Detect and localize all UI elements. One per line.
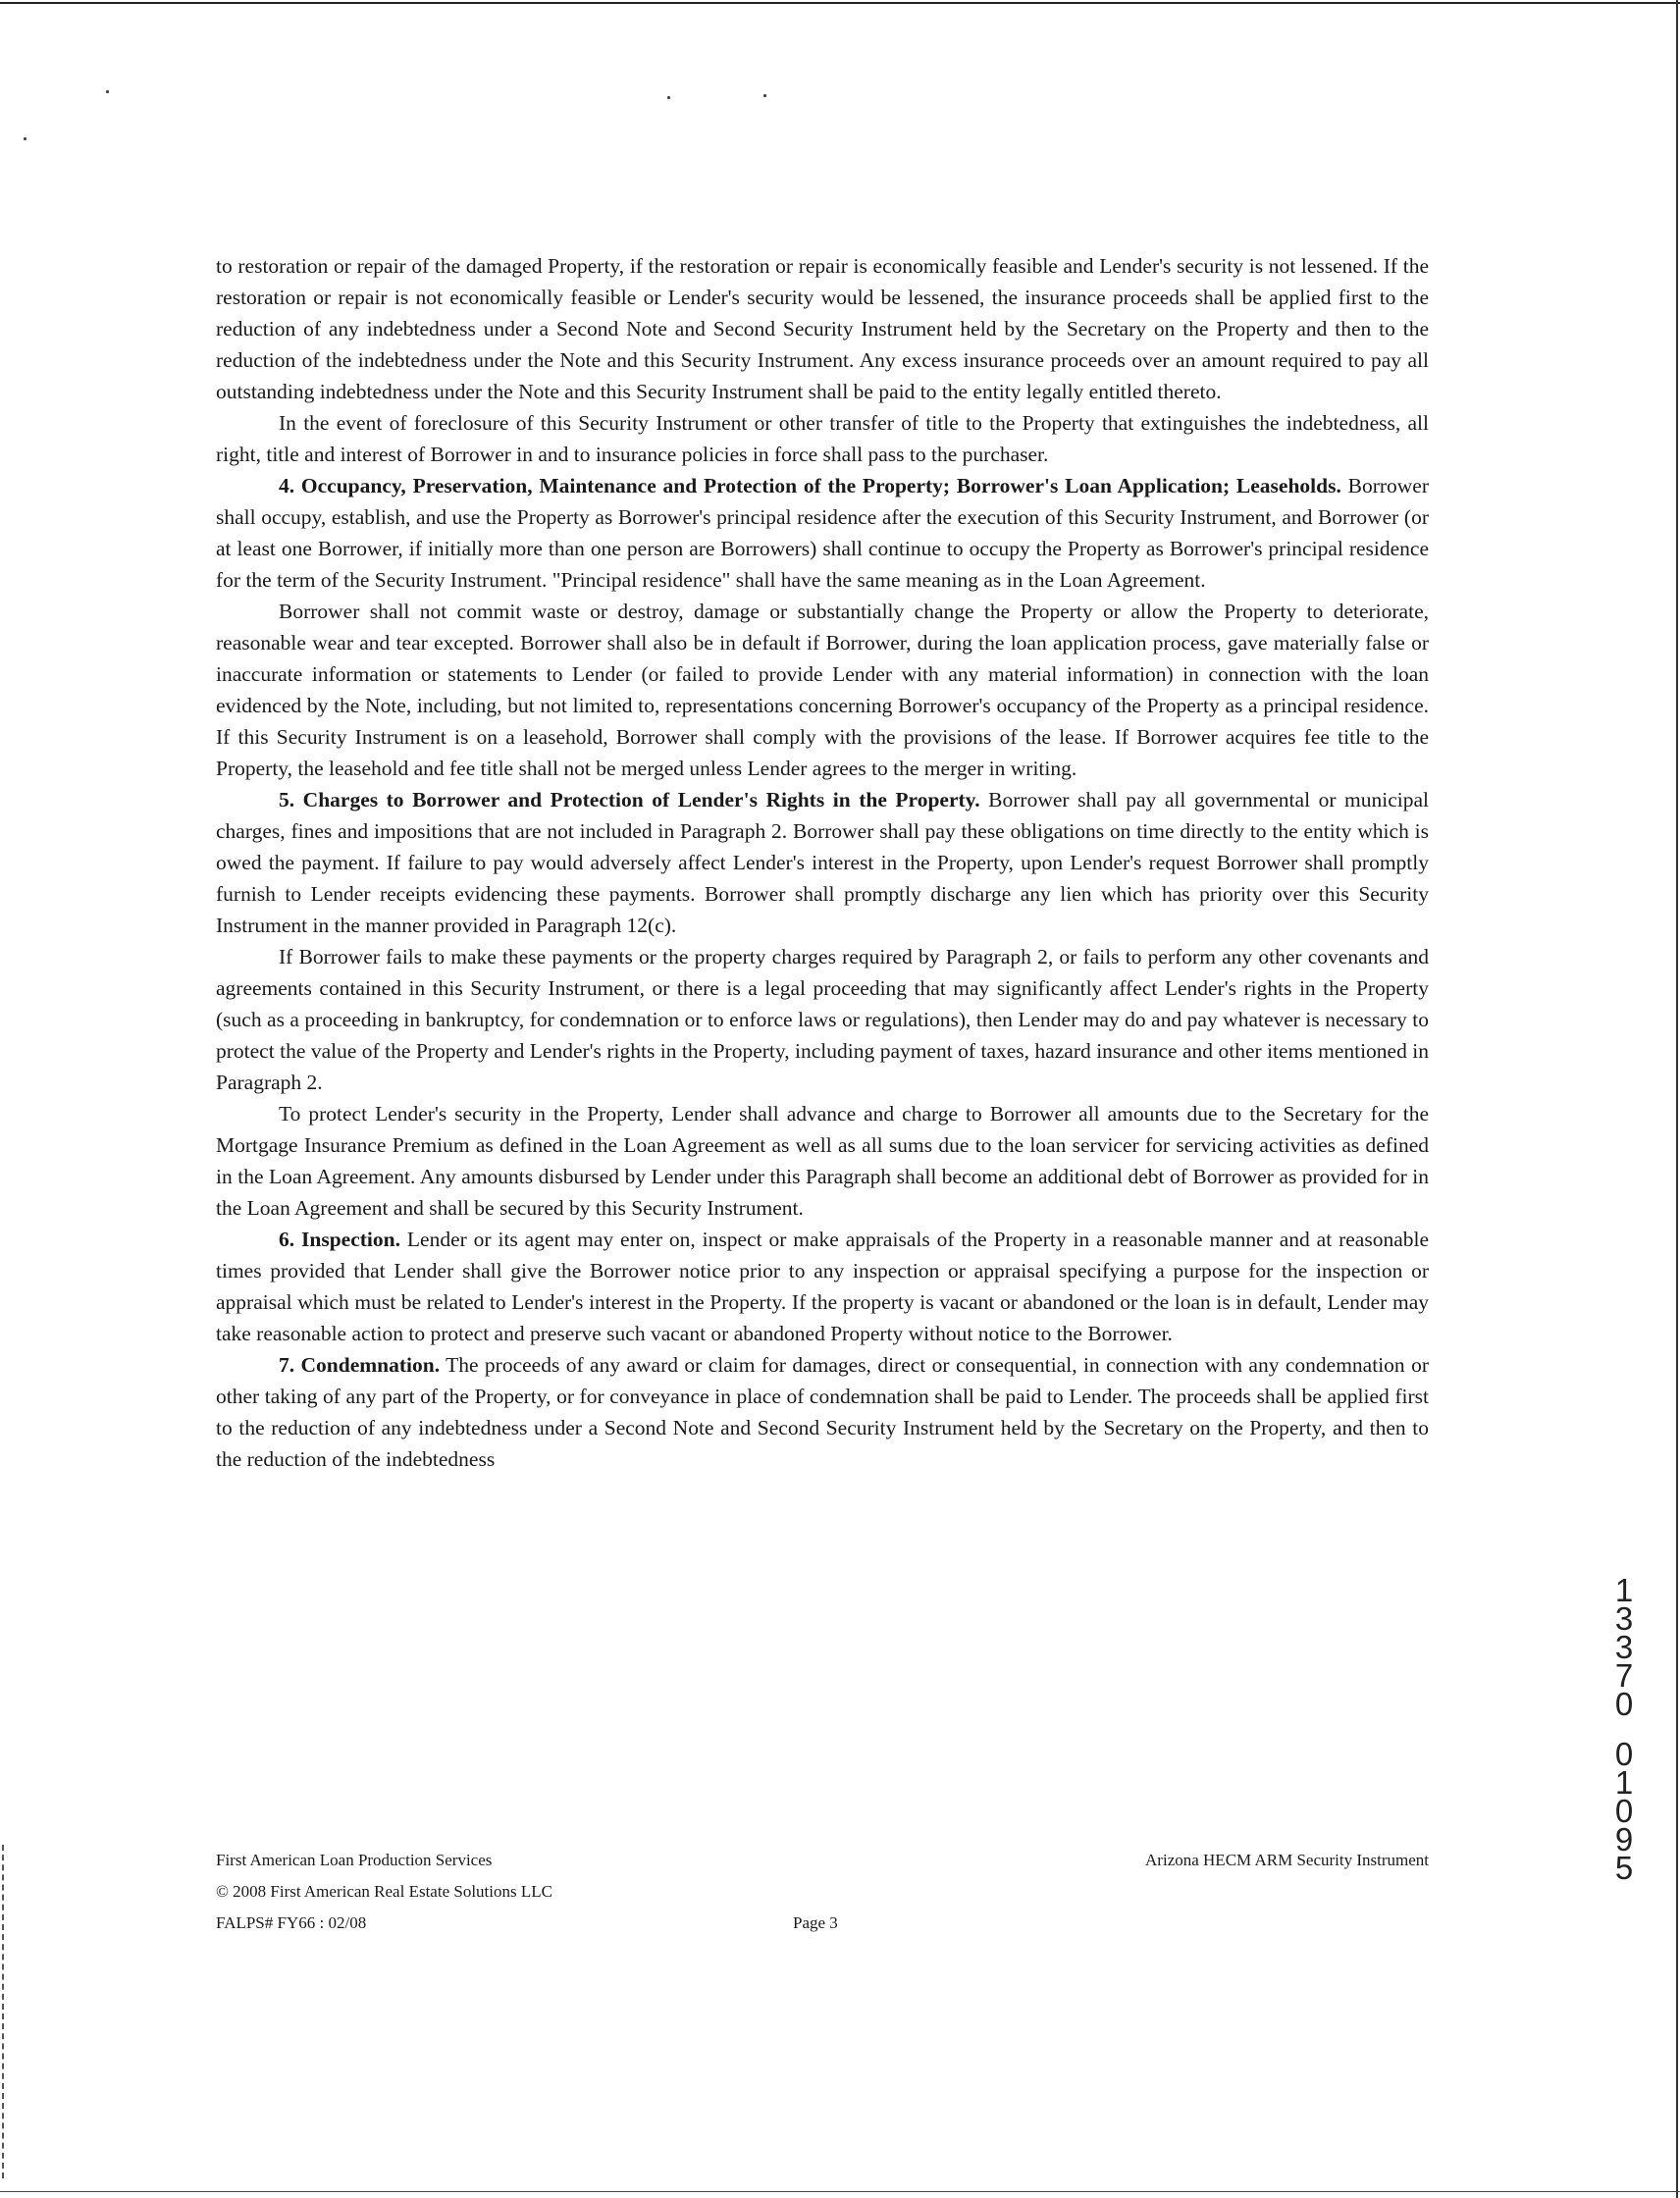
footer-company: First American Loan Production Services xyxy=(216,1851,493,1869)
scan-speck xyxy=(106,90,109,93)
paragraph-insurance-restoration: to restoration or repair of the damaged Property, if the restoration or repair is economically feasible and Lender's security is not lessened. If the restoration or repair is not economically feasible or Lender's security would be lessened, the insurance proceeds shall be applied first to the reduction of any indebtedness under a Second Note and Second Security Instrument held by the Secretary on the Property and then to the reduction of the indebtedness under the Note and this Security Instrument. Any excess insurance proceeds over an amount required to pay all outstanding indebtedness under the Note and this Security Instrument shall be paid to the entity legally entitled thereto. xyxy=(216,254,1429,403)
document-number-digit: 9 xyxy=(1614,1821,1634,1858)
footer-left xyxy=(216,1845,552,1939)
scan-edge-bottom xyxy=(0,2191,1680,2192)
paragraph-borrower-fails: If Borrower fails to make these payments or the property charges required by Paragraph 2, or fails to perform any other covenants and agreements contained in this Security Instrument, or there is a legal proceeding that may significantly affect Lender's rights in the Property (such as a proceeding in bankruptcy, for condemnation or to enforce laws or regulations), then Lender may do and pay whatever is necessary to protect the value of the Property and Lender's rights in the Property, including payment of taxes, hazard insurance and other items mentioned in Paragraph 2. xyxy=(216,945,1429,1094)
section-6-text: Lender or its agent may enter on, inspect or make appraisals of the Property in a reasonable manner and at reasonable times provided that Lender shall give the Borrower notice prior to any inspection or appraisal specifying a purpose for the inspection or appraisal which must be related to Lender's interest in the Property. If the property is vacant or abandoned or the loan is in default, Lender may take reasonable action to protect and preserve such vacant or abandoned Property without notice to the Borrower. xyxy=(216,1228,1430,1345)
section-5-heading: 5. Charges to Borrower and Protection of Lender's Rights in the Property. xyxy=(279,788,980,811)
document-number-digit: 3 xyxy=(1614,1600,1634,1637)
document-number-digit: 7 xyxy=(1614,1657,1634,1694)
document-body xyxy=(216,250,1429,1475)
section-5 xyxy=(216,784,1429,941)
scan-speck xyxy=(24,137,26,140)
scan-speck xyxy=(667,96,670,99)
section-7 xyxy=(216,1349,1429,1475)
section-7-heading: 7. Condemnation. xyxy=(279,1353,441,1377)
section-7-text: The proceeds of any award or claim for damages, direct or consequential, in connection with any condemnation or other taking of any part of the Property, or for conveyance in place of condemnation shall be paid to Lender. The proceeds shall be applied first to the reduction of any indebtedness under a Second Note and Second Security Instrument held by the Secretary on the Property, and then to the reduction of the indebtedness xyxy=(216,1353,1429,1471)
document-number xyxy=(1609,1572,1639,1886)
section-5-text: Borrower shall pay all governmental or municipal charges, fines and impositions that are not included in Paragraph 2. Borrower shall pay these obligations on time directly to the entity which is owed the payment. If failure to pay would adversely affect Lender's interest in the Property, upon Lender's request Borrower shall promptly furnish to Lender receipts evidencing these payments. Borrower shall promptly discharge any lien which has priority over this Security Instrument in the manner provided in Paragraph 12(c). xyxy=(216,788,1430,937)
section-4-heading: 4. Occupancy, Preservation, Maintenance and Protection of the Property; Borrower's Loan Application; Leaseholds. xyxy=(279,474,1341,497)
footer-page-number: Page 3 xyxy=(793,1913,838,1932)
scan-speck xyxy=(763,94,766,97)
section-4 xyxy=(216,470,1429,596)
footer-copyright: © 2008 First American Real Estate Solutions LLC xyxy=(216,1882,552,1901)
document-number-digit: 0 xyxy=(1614,1793,1634,1829)
document-number-digit: 5 xyxy=(1614,1850,1634,1886)
scan-edge-top xyxy=(0,2,1680,4)
paragraph-waste: Borrower shall not commit waste or destroy, damage or substantially change the Property or allow the Property to deteriorate, reasonable wear and tear excepted. Borrower shall also be in default if Borrower, during the loan application process, gave materially false or inaccurate information or statements to Lender (or failed to provide Lender with any material information) in connection with the loan evidenced by the Note, including, but not limited to, representations concerning Borrower's occupancy of the Property as a principal residence. If this Security Instrument is on a leasehold, Borrower shall comply with the provisions of the lease. If Borrower acquires fee title to the Property, the leasehold and fee title shall not be merged unless Lender agrees to the merger in writing. xyxy=(216,600,1429,780)
footer-document-title: Arizona HECM ARM Security Instrument xyxy=(1145,1851,1429,1869)
section-4-text: Borrower shall occupy, establish, and use the Property as Borrower's principal residence after the execution of this Security Instrument, and Borrower (or at least one Borrower, if initially more than one person are Borrowers) shall continue to occupy the Property as Borrower's principal residence for the term of the Security Instrument. "Principal residence" shall have the same meaning as in the Loan Agreement. xyxy=(216,474,1430,592)
page-footer xyxy=(216,1845,1429,1953)
paragraph-foreclosure: In the event of foreclosure of this Security Instrument or other transfer of title to the Property that extinguishes the indebtedness, all right, title and interest of Borrower in and to insurance policies in force shall pass to the purchaser. xyxy=(216,411,1429,466)
document-number-digit: 1 xyxy=(1614,1572,1634,1608)
section-6-heading: 6. Inspection. xyxy=(279,1228,400,1251)
document-number-digit: 3 xyxy=(1614,1629,1634,1665)
document-number-digit: 0 xyxy=(1614,1736,1634,1772)
scan-edge-right xyxy=(1676,0,1678,2198)
paragraph-protect-security: To protect Lender's security in the Property, Lender shall advance and charge to Borrower all amounts due to the Secretary for the Mortgage Insurance Premium as defined in the Loan Agreement as well as all sums due to the loan servicer for servicing activities as defined in the Loan Agreement. Any amounts disbursed by Lender under this Paragraph shall become an additional debt of Borrower as provided for in the Loan Agreement and shall be secured by this Security Instrument. xyxy=(216,1102,1429,1220)
footer-form-number: FALPS# FY66 : 02/08 xyxy=(216,1913,367,1932)
section-6 xyxy=(216,1224,1429,1349)
document-number-digit: 0 xyxy=(1614,1686,1634,1722)
scan-edge-left-marks xyxy=(2,1845,4,2178)
document-number-digit: 1 xyxy=(1614,1764,1634,1801)
